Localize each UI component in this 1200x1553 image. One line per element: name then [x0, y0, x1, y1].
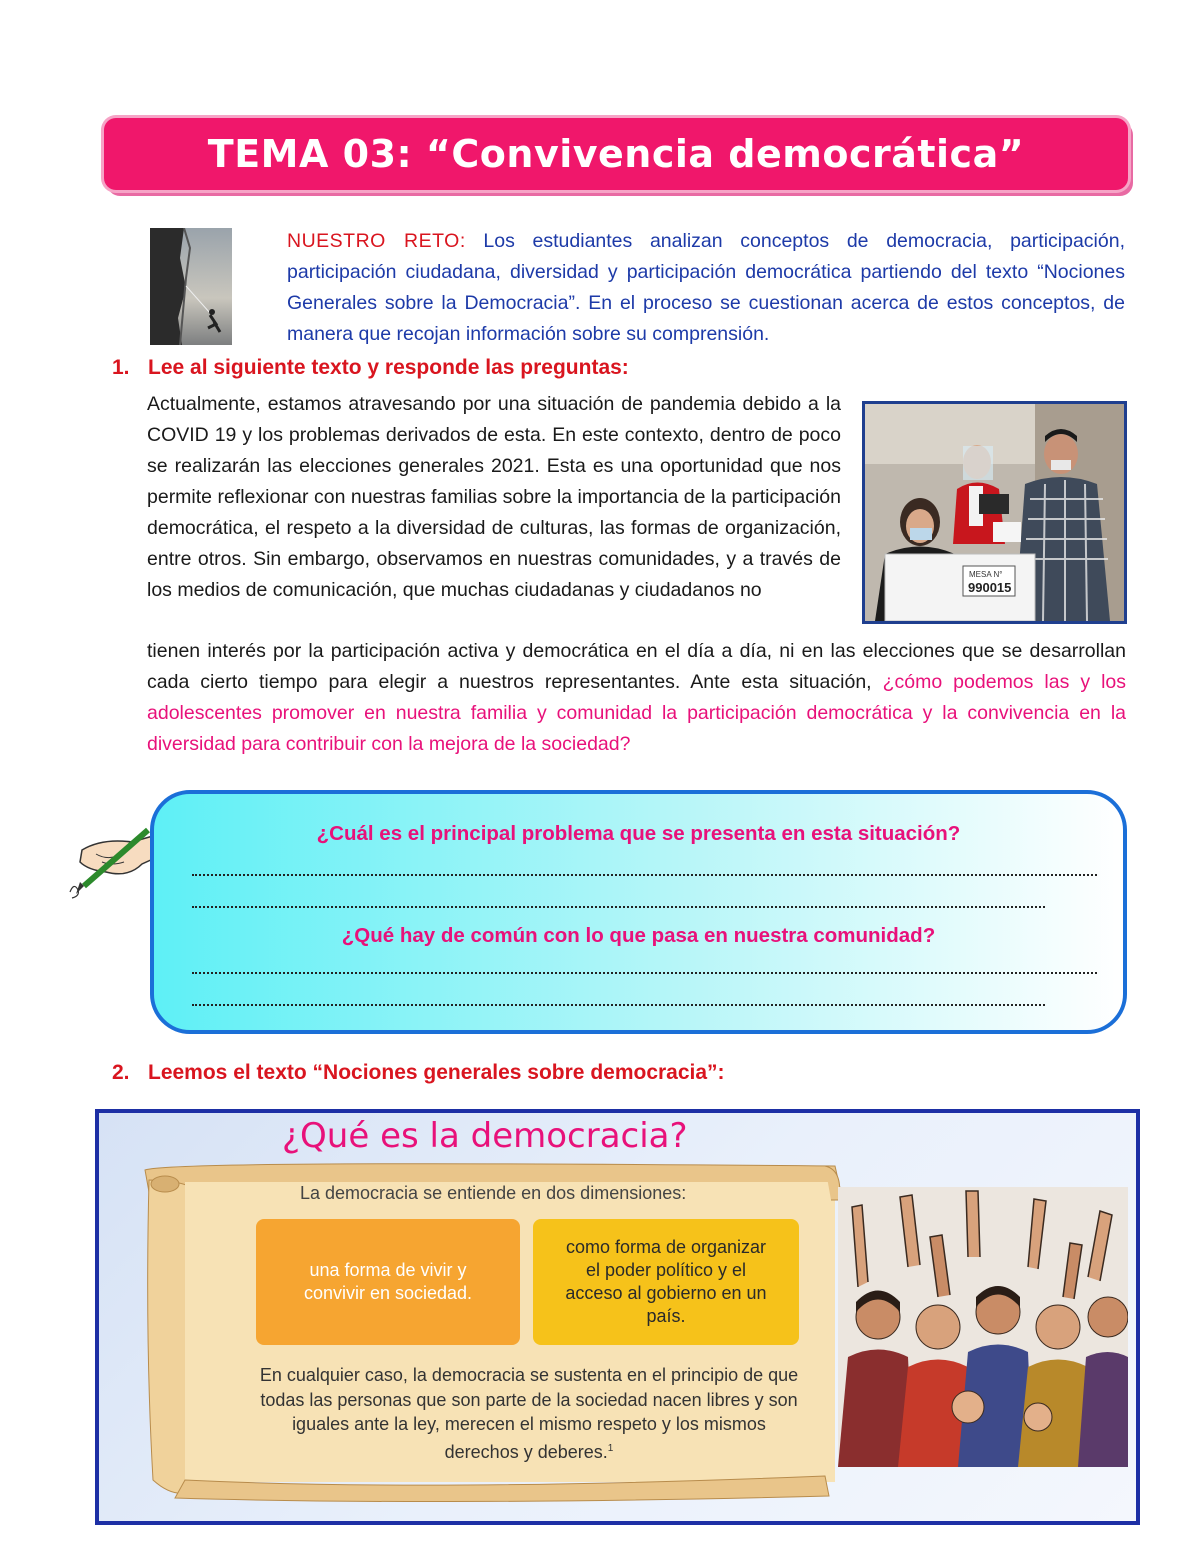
section-1-number: 1. [112, 356, 130, 379]
dimension-card-living-text: una forma de vivir y convivir en sociedad. [303, 1260, 473, 1303]
answer-line[interactable] [192, 1004, 1045, 1006]
question-1: ¿Cuál es el principal problema que se presenta en esta situación? [316, 822, 961, 845]
svg-text:MESA N°: MESA N° [969, 570, 1003, 579]
crowd-illustration [838, 1187, 1128, 1467]
section-2-heading [112, 1061, 725, 1085]
answer-line[interactable] [192, 972, 1097, 974]
page-title: TEMA 03: “Convivencia democrática” [207, 132, 1025, 176]
challenge-label: NUESTRO RETO: [287, 230, 466, 252]
challenge-text: Los estudiantes analizan conceptos de democracia, participación, participación ciudadana, diversidad y participación democrática partiendo del texto “Nociones Generales sobre la Democracia”. En el proceso se cuestionan acerca de estos conceptos, de manera que recojan información sobre su comprensión. [287, 230, 1125, 345]
section-2-title: Leemos el texto “Nociones generales sobre democracia”: [148, 1061, 725, 1084]
situation-text: tienen interés por la participación activa y democrática en el día a día, ni en las elecciones que se desarrollan cada cierto tiempo para elegir a nuestros representantes. Ante esta situación, [147, 640, 1126, 693]
answer-line[interactable] [192, 874, 1097, 876]
democracy-footer-text: En cualquier caso, la democracia se sustenta en el principio de que todas las personas que son parte de la sociedad nacen libres y son iguales ante la ley, merecen el mismo respeto y los mismos derechos y deberes. [259, 1365, 799, 1462]
democracy-title: ¿Qué es la democracia? [282, 1116, 688, 1156]
democracy-footer [258, 1363, 800, 1464]
challenge-paragraph [287, 226, 1125, 350]
section-2-number: 2. [112, 1061, 130, 1084]
dimension-card-power [533, 1219, 799, 1345]
section-1-title: Lee al siguiente texto y responde las preguntas: [148, 356, 629, 379]
situation-paragraph-top: Actualmente, estamos atravesando por una situación de pandemia debido a la COVID 19 y los problemas derivados de esta. En este contexto, dentro de poco se realizarán las elecciones generales 2021. Esta es una oportunidad que nos permite reflexionar con nuestras familias sobre la importancia de la participación democrática, el respeto a la diversidad de culturas, las formas de organización, entre otros. Sin embargo, observamos en nuestras comunidades, y a través de los medios de comunicación, que muchas ciudadanas y ciudadanos no [147, 393, 841, 601]
climber-image [150, 228, 232, 345]
svg-text:990015: 990015 [968, 580, 1012, 595]
voting-photo [862, 401, 1127, 624]
situation-paragraph-bottom [147, 636, 1126, 760]
dimension-card-power-text: como forma de organizar el poder político y el acceso al gobierno en un país. [565, 1237, 767, 1326]
dimension-card-living [256, 1219, 520, 1345]
answer-line[interactable] [192, 906, 1045, 908]
question-box [150, 790, 1127, 1034]
question-2: ¿Qué hay de común con lo que pasa en nuestra comunidad? [341, 924, 936, 947]
footnote-mark: 1 [607, 1442, 614, 1454]
democracy-intro: La democracia se entiende en dos dimensiones: [300, 1183, 687, 1203]
section-1-heading [112, 356, 629, 380]
guiding-question: ¿cómo podemos las y los adolescentes promover en nuestra familia y comunidad la participación democrática y la convivencia en la diversidad para contribuir con la mejora de la sociedad? [147, 671, 1126, 755]
title-banner [104, 118, 1128, 190]
